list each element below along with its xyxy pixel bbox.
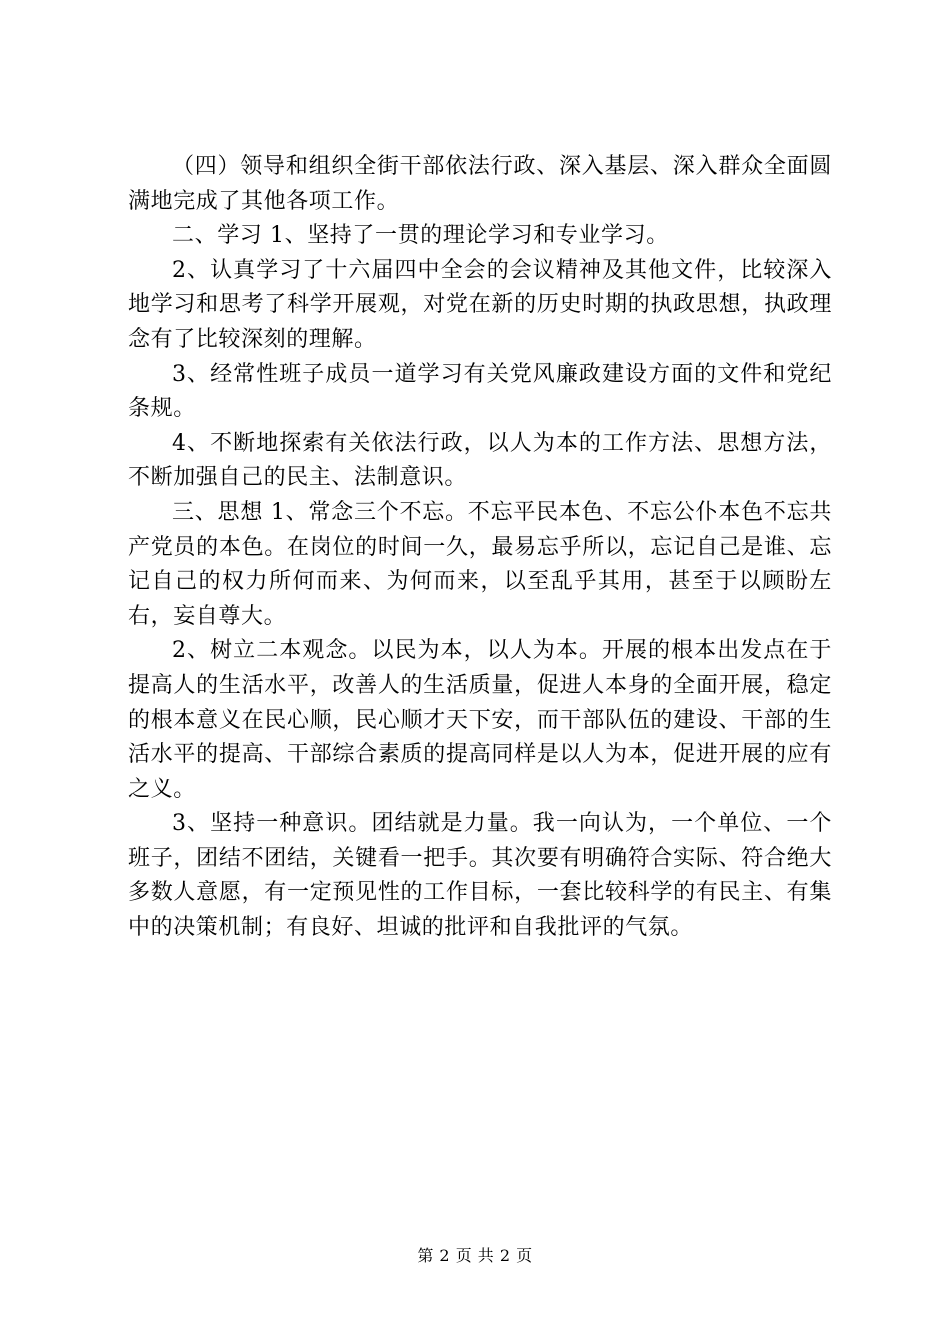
paragraph-section-4-leadership: （四）领导和组织全街干部依法行政、深入基层、深入群众全面圆满地完成了其他各项工作。	[128, 154, 832, 214]
paragraph-thought-2: 2、树立二本观念。以民为本，以人为本。开展的根本出发点在于提高人的生活水平，改善人的生活质量，促进人本身的全面开展，稳定的根本意义在民心顺，民心顺才天下安，而干部队伍的建设、干部的生活水平的提高、干部综合素质的提高同样是以人为本，促进开展的应有之义。	[128, 638, 832, 802]
paragraph-study-2: 2、认真学习了十六届四中全会的会议精神及其他文件，比较深入地学习和思考了科学开展观，对党在新的历史时期的执政思想，执政理念有了比较深刻的理解。	[128, 257, 832, 352]
paragraph-study-3: 3、经常性班子成员一道学习有关党风廉政建设方面的文件和党纪条规。	[128, 361, 832, 422]
paragraph-study-4: 4、不断地探索有关依法行政，以人为本的工作方法、思想方法，不断加强自己的民主、法制意识。	[128, 430, 832, 491]
paragraph-thought-1: 三、思想 1、常念三个不忘。不忘平民本色、不忘公仆本色不忘共产党员的本色。在岗位的时间一久，最易忘乎所以，忘记自己是谁、忘记自己的权力所何而来、为何而来，以至乱乎其用，甚至于以顾盼左右，妄自尊大。	[128, 499, 832, 629]
paragraph-thought-3: 3、坚持一种意识。团结就是力量。我一向认为，一个单位、一个班子，团结不团结，关键看一把手。其次要有明确符合实际、符合绝大多数人意愿，有一定预见性的工作目标，一套比较科学的有民主、有集中的决策机制；有良好、坦诚的批评和自我批评的气氛。	[128, 811, 832, 941]
document-body	[128, 150, 832, 946]
paragraph-study-1: 二、学习 1、坚持了一贯的理论学习和专业学习。	[172, 223, 669, 249]
page-number-footer: 第 2 页 共 2 页	[417, 1246, 533, 1265]
